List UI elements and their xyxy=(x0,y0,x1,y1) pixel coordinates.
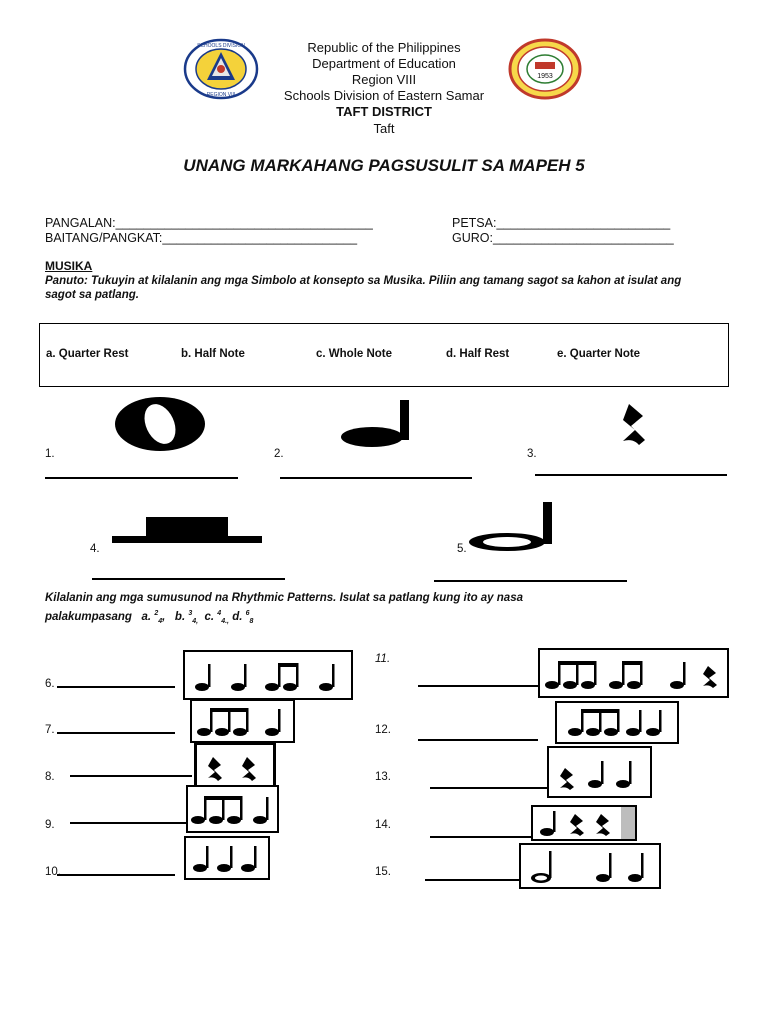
quarter-rest-symbol xyxy=(615,400,655,448)
grade-section-field: BAITANG/PANGKAT:____________________________ xyxy=(45,231,358,245)
rhythm-pattern-14 xyxy=(531,805,637,841)
item-8-number: 8. xyxy=(45,771,55,783)
option-d-top: 6 xyxy=(245,610,250,617)
rhythm-instructions: Kilalanin ang mga sumusunod na Rhythmic Patterns. Isulat sa patlang kung ito ay nasa xyxy=(45,592,523,604)
rhythm-pattern-12 xyxy=(555,701,679,744)
choice-e: e. Quarter Note xyxy=(557,348,641,360)
half-rest-symbol xyxy=(110,514,264,544)
page-title: UNANG MARKAHANG PAGSUSULIT SA MAPEH 5 xyxy=(183,156,585,175)
rhythm-pattern-11 xyxy=(538,648,729,698)
name-field: PANGALAN:_____________________________________ xyxy=(45,216,373,230)
answer-line-12[interactable] xyxy=(418,739,538,741)
item-3-number: 3. xyxy=(527,448,537,460)
header-district: TAFT DISTRICT xyxy=(336,104,432,119)
item-13-number: 13. xyxy=(375,771,391,783)
rhythm-pattern-8 xyxy=(194,742,276,790)
item-15-number: 15. xyxy=(375,866,391,878)
header-region: Region VIII xyxy=(351,72,417,87)
header-republic: Republic of the Philippines xyxy=(307,40,461,55)
svg-text:SCHOOLS DIVISION: SCHOOLS DIVISION xyxy=(197,43,245,49)
answer-line-3[interactable] xyxy=(535,474,727,476)
rhythm-pattern-10 xyxy=(184,836,270,880)
rhythm-pattern-13 xyxy=(547,746,652,798)
option-c-bottom: 4., xyxy=(221,618,229,626)
item-7-number: 7. xyxy=(45,724,55,736)
item-2-number: 2. xyxy=(274,448,284,460)
answer-line-14[interactable] xyxy=(430,836,531,838)
option-a-top: 2 xyxy=(154,610,159,617)
item-11-number: 11. xyxy=(375,653,391,665)
answer-line-1[interactable] xyxy=(45,477,238,479)
answer-line-7[interactable] xyxy=(57,732,175,734)
svg-text:REGION VIII: REGION VIII xyxy=(206,92,236,98)
item-12-number: 12. xyxy=(375,724,391,736)
option-a-separator: , xyxy=(162,610,166,623)
item-6-number: 6. xyxy=(45,678,55,690)
choice-a: a. Quarter Rest xyxy=(46,348,129,360)
choice-b: b. Half Note xyxy=(181,348,245,360)
rhythm-pattern-15 xyxy=(519,843,661,889)
answer-line-10[interactable] xyxy=(57,874,175,876)
rhythm-pattern-7 xyxy=(190,699,295,743)
header-division: Schools Division of Eastern Samar xyxy=(283,88,485,103)
instructions: Panuto: Tukuyin at kilalanin ang mga Simbolo at konsepto sa Musika. Piliin ang tamang sagot sa kahon at isulat ang sagot sa patlang. xyxy=(45,275,682,301)
answer-line-8[interactable] xyxy=(70,775,192,777)
svg-text:1953: 1953 xyxy=(537,73,553,80)
option-a-label: a. xyxy=(141,610,152,623)
answer-line-5[interactable] xyxy=(434,580,627,582)
answer-line-11[interactable] xyxy=(418,685,538,687)
item-10-number: 10. xyxy=(45,866,61,878)
answer-line-4[interactable] xyxy=(92,578,285,580)
option-d-label: d. xyxy=(232,610,243,623)
rhythm-instruction-prefix: palakumpasang xyxy=(45,610,132,623)
option-b-bottom: 4, xyxy=(192,618,199,626)
option-d-bottom: 8 xyxy=(249,618,254,626)
whole-note-symbol xyxy=(113,395,208,453)
rhythm-pattern-9 xyxy=(186,785,279,833)
item-1-number: 1. xyxy=(45,448,55,460)
section-heading-musika: MUSIKA xyxy=(45,259,93,273)
answer-line-6[interactable] xyxy=(57,686,175,688)
date-field: PETSA:_________________________ xyxy=(452,216,671,230)
item-9-number: 9. xyxy=(45,819,55,831)
option-c-label: c. xyxy=(204,610,215,623)
item-14-number: 14. xyxy=(375,819,391,831)
answer-line-9[interactable] xyxy=(70,822,192,824)
header-town: Taft xyxy=(373,121,395,136)
answer-line-13[interactable] xyxy=(430,787,547,789)
item-4-number: 4. xyxy=(90,543,100,555)
answer-line-2[interactable] xyxy=(280,477,472,479)
option-a-bottom: 4 xyxy=(158,618,163,626)
half-note-symbol xyxy=(465,500,555,552)
choice-c: c. Whole Note xyxy=(316,348,393,360)
header-deped: Department of Education xyxy=(312,56,456,71)
option-b-top: 3 xyxy=(188,610,193,617)
rhythm-pattern-6 xyxy=(183,650,353,700)
choice-d: d. Half Rest xyxy=(446,348,510,360)
option-b-label: b. xyxy=(174,610,186,623)
option-c-top: 4 xyxy=(217,610,222,617)
item-5-number: 5. xyxy=(457,543,467,555)
quarter-note-symbol xyxy=(338,398,413,448)
teacher-field: GURO:__________________________ xyxy=(452,231,674,245)
time-signature-options xyxy=(45,607,253,629)
